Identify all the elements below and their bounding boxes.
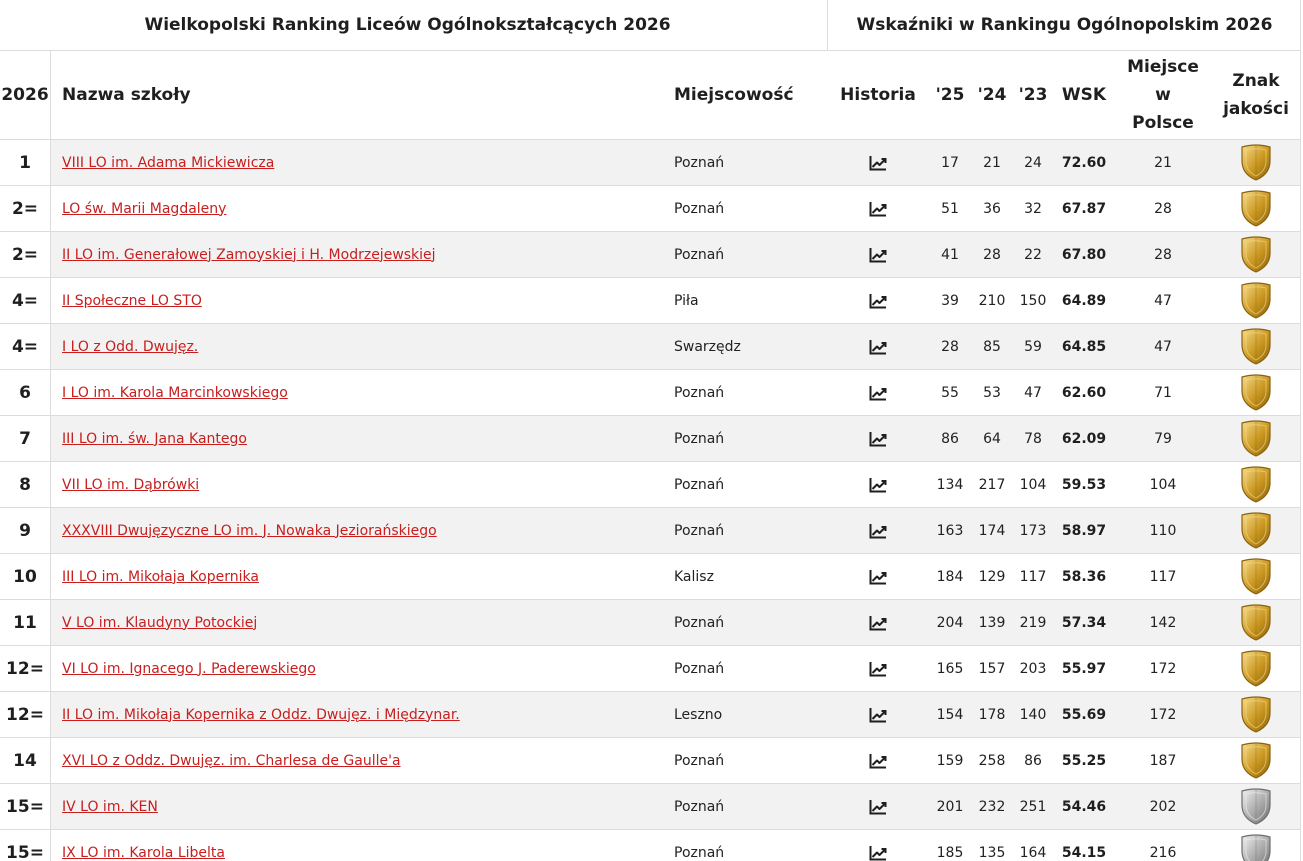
rank-cell: 12= (0, 692, 51, 737)
place-in-poland-cell: 187 (1149, 752, 1177, 769)
rank-2024-cell: 28 (983, 246, 1001, 263)
history-chart-icon[interactable] (864, 692, 892, 737)
city-cell: Poznań (674, 844, 725, 861)
gold-quality-badge (1236, 190, 1276, 228)
rank-2025-cell: 86 (941, 430, 959, 447)
school-name-link[interactable]: IV LO im. KEN (62, 798, 158, 815)
rank-2024-cell: 210 (978, 292, 1006, 309)
table-super-header (0, 0, 1301, 51)
rank-2023-cell: 59 (1024, 338, 1042, 355)
column-header-name[interactable]: Nazwa szkoły (62, 85, 191, 105)
place-header-line-2: w (1155, 85, 1171, 105)
table-row (0, 140, 1301, 186)
ranking-title-cell (0, 0, 828, 50)
city-cell: Poznań (674, 798, 725, 815)
history-chart-icon[interactable] (864, 738, 892, 783)
school-name-link[interactable]: VI LO im. Ignacego J. Paderewskiego (62, 660, 316, 677)
chart-line-icon (869, 707, 887, 723)
history-chart-icon[interactable] (864, 554, 892, 599)
rank-2025-cell: 55 (941, 384, 959, 401)
place-in-poland-cell: 47 (1154, 292, 1172, 309)
history-chart-icon[interactable] (864, 462, 892, 507)
gold-quality-badge (1236, 604, 1276, 642)
rank-2023-cell: 219 (1019, 614, 1047, 631)
city-cell: Poznań (674, 384, 725, 401)
rank-cell: 15= (0, 830, 51, 861)
school-name-link[interactable]: V LO im. Klaudyny Potockiej (62, 614, 258, 631)
gold-quality-badge (1236, 374, 1276, 412)
school-name-link[interactable]: III LO im. św. Jana Kantego (62, 430, 247, 447)
history-chart-icon[interactable] (864, 646, 892, 691)
column-header-2024[interactable]: '24 (977, 85, 1007, 105)
rank-2024-cell: 139 (978, 614, 1006, 631)
column-header-place-in-poland[interactable] (1120, 51, 1206, 139)
school-name-link[interactable]: VIII LO im. Adama Mickiewicza (62, 154, 275, 171)
table-row (0, 232, 1301, 278)
rank-2024-cell: 64 (983, 430, 1001, 447)
city-cell: Poznań (674, 522, 725, 539)
shield-icon (1239, 742, 1273, 780)
place-in-poland-cell: 28 (1154, 246, 1172, 263)
shield-icon (1239, 374, 1273, 412)
city-cell: Poznań (674, 660, 725, 677)
gold-quality-badge (1236, 558, 1276, 596)
place-in-poland-cell: 172 (1149, 660, 1177, 677)
place-in-poland-cell: 117 (1149, 568, 1177, 585)
gold-quality-badge (1236, 512, 1276, 550)
wsk-cell: 62.60 (1061, 384, 1107, 401)
rank-2023-cell: 86 (1024, 752, 1042, 769)
rank-2023-cell: 24 (1024, 154, 1042, 171)
shield-icon (1239, 696, 1273, 734)
shield-icon (1239, 604, 1273, 642)
ranking-table-body (0, 140, 1301, 861)
wsk-cell: 54.15 (1061, 844, 1107, 861)
rank-2025-cell: 134 (936, 476, 964, 493)
school-name-link[interactable]: II LO im. Mikołaja Kopernika z Oddz. Dwujęz. i Międzynar. (62, 706, 460, 723)
history-chart-icon[interactable] (864, 600, 892, 645)
place-in-poland-cell: 172 (1149, 706, 1177, 723)
wsk-cell: 54.46 (1061, 798, 1107, 815)
chart-line-icon (869, 155, 887, 171)
school-name-link[interactable]: II Społeczne LO STO (62, 292, 202, 309)
table-row (0, 600, 1301, 646)
rank-cell: 14 (0, 738, 51, 783)
gold-quality-badge (1236, 236, 1276, 274)
chart-line-icon (869, 523, 887, 539)
column-header-row (0, 51, 1301, 140)
rank-2023-cell: 251 (1019, 798, 1047, 815)
place-in-poland-cell: 79 (1154, 430, 1172, 447)
gold-quality-badge (1236, 282, 1276, 320)
wsk-cell: 58.97 (1061, 522, 1107, 539)
chart-line-icon (869, 569, 887, 585)
shield-icon (1239, 788, 1273, 826)
school-name-link[interactable]: I LO z Odd. Dwujęz. (62, 338, 199, 355)
rank-2025-cell: 17 (941, 154, 959, 171)
rank-2023-cell: 104 (1019, 476, 1047, 493)
history-chart-icon[interactable] (864, 324, 892, 369)
table-row (0, 186, 1301, 232)
rank-2023-cell: 32 (1024, 200, 1042, 217)
shield-icon (1239, 834, 1273, 861)
chart-line-icon (869, 477, 887, 493)
shield-icon (1239, 650, 1273, 688)
shield-icon (1239, 512, 1273, 550)
rank-2024-cell: 157 (978, 660, 1006, 677)
rank-2024-cell: 258 (978, 752, 1006, 769)
gold-quality-badge (1236, 328, 1276, 366)
chart-line-icon (869, 799, 887, 815)
indicators-title-cell (828, 0, 1301, 50)
place-in-poland-cell: 47 (1154, 338, 1172, 355)
history-chart-icon[interactable] (864, 278, 892, 323)
chart-line-icon (869, 431, 887, 447)
column-header-city[interactable]: Miejscowość (674, 85, 794, 105)
history-chart-icon[interactable] (864, 140, 892, 185)
shield-icon (1239, 420, 1273, 458)
wsk-cell: 55.69 (1061, 706, 1107, 723)
history-chart-icon[interactable] (864, 784, 892, 829)
rank-2023-cell: 150 (1019, 292, 1047, 309)
city-cell: Poznań (674, 614, 725, 631)
shield-icon (1239, 144, 1273, 182)
table-row (0, 830, 1301, 861)
silver-quality-badge (1236, 788, 1276, 826)
rank-2023-cell: 173 (1019, 522, 1047, 539)
city-cell: Poznań (674, 200, 725, 217)
rank-2023-cell: 117 (1019, 568, 1047, 585)
school-name-link[interactable]: I LO im. Karola Marcinkowskiego (62, 384, 288, 401)
place-in-poland-cell: 142 (1149, 614, 1177, 631)
school-name-link[interactable]: III LO im. Mikołaja Kopernika (62, 568, 259, 585)
rank-cell: 4= (0, 278, 51, 323)
place-in-poland-cell: 104 (1149, 476, 1177, 493)
rank-cell: 7 (0, 416, 51, 461)
rank-2025-cell: 39 (941, 292, 959, 309)
column-header-wsk[interactable]: WSK (1061, 85, 1107, 105)
rank-2024-cell: 53 (983, 384, 1001, 401)
chart-line-icon (869, 615, 887, 631)
city-cell: Kalisz (674, 568, 714, 585)
rank-2025-cell: 201 (936, 798, 964, 815)
city-cell: Poznań (674, 154, 725, 171)
history-chart-icon[interactable] (864, 508, 892, 553)
table-row (0, 370, 1301, 416)
gold-quality-badge (1236, 650, 1276, 688)
school-name-link[interactable]: XXXVIII Dwujęzyczne LO im. J. Nowaka Jeziorańskiego (62, 522, 437, 539)
wsk-cell: 59.53 (1061, 476, 1107, 493)
wsk-cell: 67.87 (1061, 200, 1107, 217)
column-header-rank[interactable]: 2026 (0, 51, 51, 139)
place-header-line-1: Miejsce (1127, 57, 1199, 77)
rank-cell: 12= (0, 646, 51, 691)
rank-2023-cell: 22 (1024, 246, 1042, 263)
gold-quality-badge (1236, 696, 1276, 734)
history-chart-icon[interactable] (864, 232, 892, 277)
gold-quality-badge (1236, 466, 1276, 504)
table-row (0, 324, 1301, 370)
rank-cell: 11 (0, 600, 51, 645)
place-in-poland-cell: 21 (1154, 154, 1172, 171)
chart-line-icon (869, 845, 887, 861)
school-name-link[interactable]: VII LO im. Dąbrówki (62, 476, 200, 493)
rank-2023-cell: 140 (1019, 706, 1047, 723)
history-chart-icon[interactable] (864, 186, 892, 231)
table-row (0, 554, 1301, 600)
table-row (0, 508, 1301, 554)
gold-quality-badge (1236, 144, 1276, 182)
rank-2024-cell: 21 (983, 154, 1001, 171)
rank-2024-cell: 36 (983, 200, 1001, 217)
wsk-cell: 57.34 (1061, 614, 1107, 631)
shield-icon (1239, 236, 1273, 274)
table-row (0, 278, 1301, 324)
city-cell: Poznań (674, 430, 725, 447)
city-cell: Swarzędz (674, 338, 741, 355)
gold-quality-badge (1236, 420, 1276, 458)
rank-cell: 2= (0, 232, 51, 277)
place-in-poland-cell: 110 (1149, 522, 1177, 539)
place-header-line-3: Polsce (1132, 113, 1194, 133)
table-row (0, 646, 1301, 692)
place-in-poland-cell: 28 (1154, 200, 1172, 217)
rank-2025-cell: 185 (936, 844, 964, 861)
column-header-history: Historia (840, 85, 916, 105)
badge-header-line-1: Znak (1232, 71, 1280, 91)
rank-cell: 8 (0, 462, 51, 507)
ranking-title: Wielkopolski Ranking Liceów Ogólnokształcących 2026 (144, 15, 671, 35)
history-chart-icon[interactable] (864, 370, 892, 415)
silver-quality-badge (1236, 834, 1276, 861)
wsk-cell: 64.89 (1061, 292, 1107, 309)
chart-line-icon (869, 339, 887, 355)
indicators-title: Wskaźniki w Rankingu Ogólnopolskim 2026 (856, 15, 1273, 35)
table-row (0, 692, 1301, 738)
rank-cell: 15= (0, 784, 51, 829)
rank-2025-cell: 184 (936, 568, 964, 585)
rank-2023-cell: 78 (1024, 430, 1042, 447)
rank-2023-cell: 47 (1024, 384, 1042, 401)
rank-2024-cell: 174 (978, 522, 1006, 539)
rank-cell: 1 (0, 140, 51, 185)
gold-quality-badge (1236, 742, 1276, 780)
place-in-poland-cell: 71 (1154, 384, 1172, 401)
rank-2025-cell: 41 (941, 246, 959, 263)
table-row (0, 462, 1301, 508)
shield-icon (1239, 558, 1273, 596)
rank-cell: 2= (0, 186, 51, 231)
city-cell: Poznań (674, 476, 725, 493)
shield-icon (1239, 282, 1273, 320)
city-cell: Piła (674, 292, 699, 309)
rank-cell: 10 (0, 554, 51, 599)
wsk-cell: 55.25 (1061, 752, 1107, 769)
rank-2025-cell: 51 (941, 200, 959, 217)
school-name-link[interactable]: XVI LO z Oddz. Dwujęz. im. Charlesa de Gaulle'a (62, 752, 401, 769)
rank-2025-cell: 159 (936, 752, 964, 769)
chart-line-icon (869, 201, 887, 217)
rank-cell: 6 (0, 370, 51, 415)
table-right-border (1300, 0, 1301, 861)
rank-2024-cell: 129 (978, 568, 1006, 585)
column-header-2023[interactable]: '23 (1018, 85, 1048, 105)
chart-line-icon (869, 385, 887, 401)
rank-2024-cell: 232 (978, 798, 1006, 815)
rank-2024-cell: 85 (983, 338, 1001, 355)
city-cell: Leszno (674, 706, 723, 723)
city-cell: Poznań (674, 752, 725, 769)
shield-icon (1239, 190, 1273, 228)
chart-line-icon (869, 753, 887, 769)
wsk-cell: 62.09 (1061, 430, 1107, 447)
city-cell: Poznań (674, 246, 725, 263)
place-in-poland-cell: 216 (1149, 844, 1177, 861)
chart-line-icon (869, 293, 887, 309)
table-row (0, 416, 1301, 462)
chart-line-icon (869, 661, 887, 677)
rank-2025-cell: 163 (936, 522, 964, 539)
wsk-cell: 55.97 (1061, 660, 1107, 677)
wsk-cell: 64.85 (1061, 338, 1107, 355)
column-header-quality-badge (1214, 51, 1298, 139)
rank-2025-cell: 154 (936, 706, 964, 723)
rank-cell: 9 (0, 508, 51, 553)
wsk-cell: 58.36 (1061, 568, 1107, 585)
school-name-link[interactable]: II LO im. Generałowej Zamoyskiej i H. Modrzejewskiej (62, 246, 436, 263)
shield-icon (1239, 466, 1273, 504)
rank-2023-cell: 203 (1019, 660, 1047, 677)
place-in-poland-cell: 202 (1149, 798, 1177, 815)
rank-2025-cell: 165 (936, 660, 964, 677)
school-name-link[interactable]: LO św. Marii Magdaleny (62, 200, 227, 217)
chart-line-icon (869, 247, 887, 263)
badge-header-line-2: jakości (1223, 99, 1289, 119)
rank-2024-cell: 135 (978, 844, 1006, 861)
history-chart-icon[interactable] (864, 416, 892, 461)
column-header-2025[interactable]: '25 (935, 85, 965, 105)
table-row (0, 784, 1301, 830)
rank-2025-cell: 28 (941, 338, 959, 355)
wsk-cell: 72.60 (1061, 154, 1107, 171)
rank-cell: 4= (0, 324, 51, 369)
table-row (0, 738, 1301, 784)
rank-2023-cell: 164 (1019, 844, 1047, 861)
shield-icon (1239, 328, 1273, 366)
rank-2025-cell: 204 (936, 614, 964, 631)
rank-2024-cell: 178 (978, 706, 1006, 723)
school-name-link[interactable]: IX LO im. Karola Libelta (62, 844, 225, 861)
wsk-cell: 67.80 (1061, 246, 1107, 263)
history-chart-icon[interactable] (864, 830, 892, 861)
rank-2024-cell: 217 (978, 476, 1006, 493)
